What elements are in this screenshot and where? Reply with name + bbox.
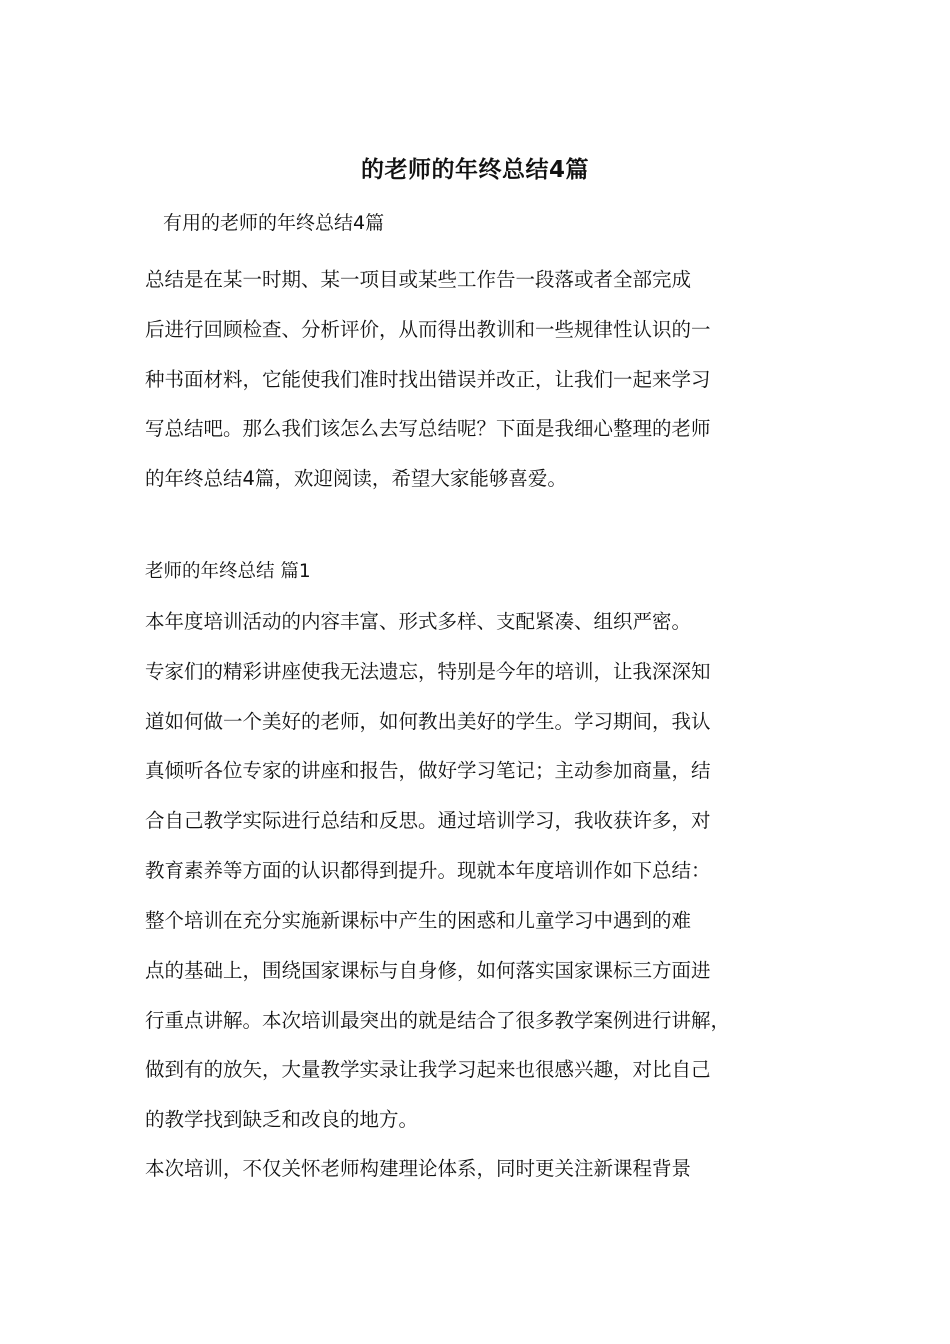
body-paragraph-1 (145, 597, 825, 896)
intro-line: 后进行回顾检查、分析评价，从而得出教训和一些规律性认识的一 (145, 317, 711, 341)
paragraph-line: 本年度培训活动的内容丰富、形式多样、支配紧凑、组织严密。 (145, 610, 692, 633)
document-subtitle: 有用的老师的年终总结4篇 (163, 212, 385, 234)
paragraph-line: 道如何做一个美好的老师，如何教出美好的学生。学习期间，我认 (145, 709, 711, 733)
intro-line: 写总结吧。那么我们该怎么去写总结呢？下面是我细心整理的老师 (145, 417, 711, 441)
paragraph-line: 的教学找到缺乏和改良的地方。 (145, 1108, 419, 1132)
paragraph-line: 合自己教学实际进行总结和反思。通过培训学习，我收获许多，对 (145, 809, 711, 833)
paragraph-line: 行重点讲解。本次培训最突出的就是结合了很多教学案例进行讲解， (145, 1008, 731, 1032)
section-heading: 老师的年终总结 篇1 (145, 561, 311, 582)
body-paragraph-2 (145, 896, 825, 1145)
paragraph-line: 真倾听各位专家的讲座和报告，做好学习笔记；主动参加商量，结 (145, 759, 711, 783)
document-title: 的老师的年终总结4篇 (360, 157, 589, 183)
paragraph-line: 教育素养等方面的认识都得到提升。现就本年度培训作如下总结： (145, 858, 711, 882)
paragraph-line: 点的基础上，围绕国家课标与自身修，如何落实国家课标三方面进 (145, 958, 711, 982)
intro-line: 的年终总结4篇，欢迎阅读，希望大家能够喜爱。 (145, 467, 567, 491)
paragraph-line: 做到有的放矢，大量教学实录让我学习起来也很感兴趣，对比自己 (145, 1058, 711, 1082)
paragraph-line: 整个培训在充分实施新课标中产生的困惑和儿童学习中遇到的难 (145, 909, 692, 932)
intro-line: 种书面材料，它能使我们准时找出错误并改正，让我们一起来学习 (145, 367, 711, 391)
intro-line: 总结是在某一时期、某一项目或某些工作告一段落或者全部完成 (145, 268, 692, 291)
paragraph-line: 本次培训，不仅关怀老师构建理论体系，同时更关注新课程背景 (145, 1157, 692, 1180)
body-paragraph-3 (145, 1144, 825, 1194)
paragraph-line: 专家们的精彩讲座使我无法遗忘，特别是今年的培训，让我深深知 (145, 659, 711, 683)
intro-paragraph (145, 255, 825, 504)
